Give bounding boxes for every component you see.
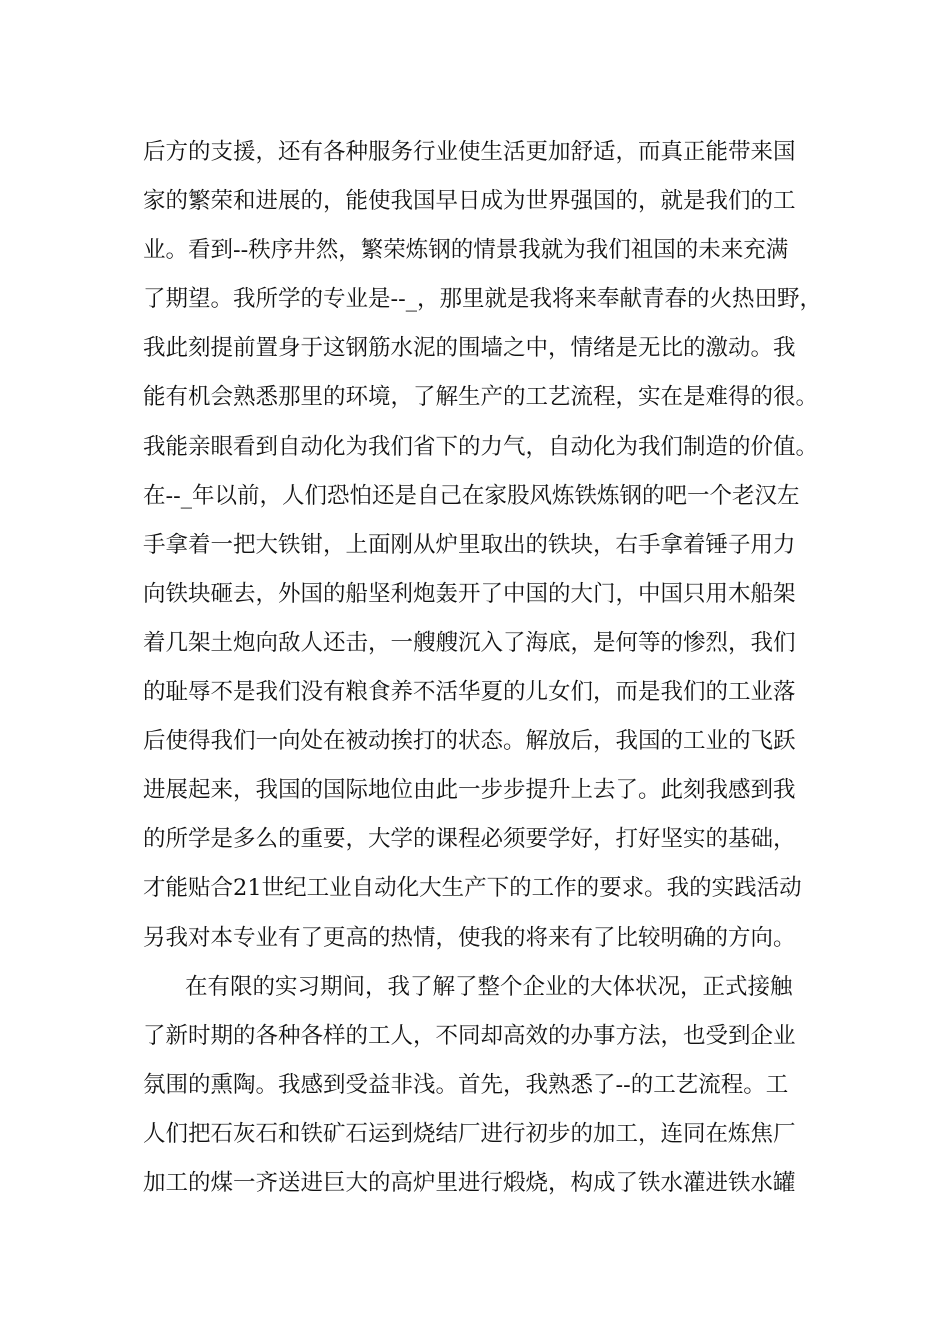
text-line: 后使得我们一向处在被动挨打的状态。解放后，我国的工业的飞跃 [143, 728, 796, 755]
paragraph-start-line: 在有限的实习期间，我了解了整个企业的大体状况，正式接触 [185, 973, 793, 1000]
text-line: 另我对本专业有了更高的热情，使我的将来有了比较明确的方向。 [143, 924, 796, 951]
text-line: 手拿着一把大铁钳，上面刚从炉里取出的铁块，右手拿着锤子用力 [143, 531, 796, 558]
text-line: 加工的煤一齐送进巨大的高炉里进行煅烧，构成了铁水灌进铁水罐 [143, 1169, 796, 1196]
text-line: 了新时期的各种各样的工人，不同却高效的办事方法，也受到企业 [143, 1022, 796, 1049]
text-line: 进展起来，我国的国际地位由此一步步提升上去了。此刻我感到我 [143, 777, 796, 804]
body-text [143, 128, 843, 1208]
text-line: 着几架土炮向敌人还击，一艘艘沉入了海底，是何等的惨烈，我们 [143, 629, 796, 656]
text-line: 能有机会熟悉那里的环境，了解生产的工艺流程，实在是难得的很。 [143, 384, 819, 411]
text-line: 后方的支援，还有各种服务行业使生活更加舒适，而真正能带来国 [143, 139, 796, 165]
text-line: 我能亲眼看到自动化为我们省下的力气，自动化为我们制造的价值。 [143, 433, 819, 460]
text-line: 的所学是多么的重要，大学的课程必须要学好，打好坚实的基础， [143, 826, 796, 853]
text-line: 我此刻提前置身于这钢筋水泥的围墙之中，情绪是无比的激动。我 [143, 335, 796, 362]
text-line: 了期望。我所学的专业是--_，那里就是我将来奉献青春的火热田野， [143, 286, 822, 313]
text-line: 氛围的熏陶。我感到受益非浅。首先，我熟悉了--的工艺流程。工 [143, 1071, 789, 1098]
text-line: 家的繁荣和进展的，能使我国早日成为世界强国的，就是我们的工 [143, 188, 796, 215]
text-line: 的耻辱不是我们没有粮食养不活华夏的儿女们，而是我们的工业落 [143, 679, 796, 706]
text-line: 在--_年以前，人们恐怕还是自己在家股风炼铁炼钢的吧一个老汉左 [143, 482, 800, 509]
text-line: 人们把石灰石和铁矿石运到烧结厂进行初步的加工，连同在炼焦厂 [143, 1120, 796, 1147]
text-line: 业。看到--秩序井然，繁荣炼钢的情景我就为我们祖国的未来充满 [143, 237, 789, 264]
text-line: 才能贴合21世纪工业自动化大生产下的工作的要求。我的实践活动 [143, 875, 802, 902]
text-line: 向铁块砸去，外国的船坚利炮轰开了中国的大门，中国只用木船架 [143, 580, 796, 607]
